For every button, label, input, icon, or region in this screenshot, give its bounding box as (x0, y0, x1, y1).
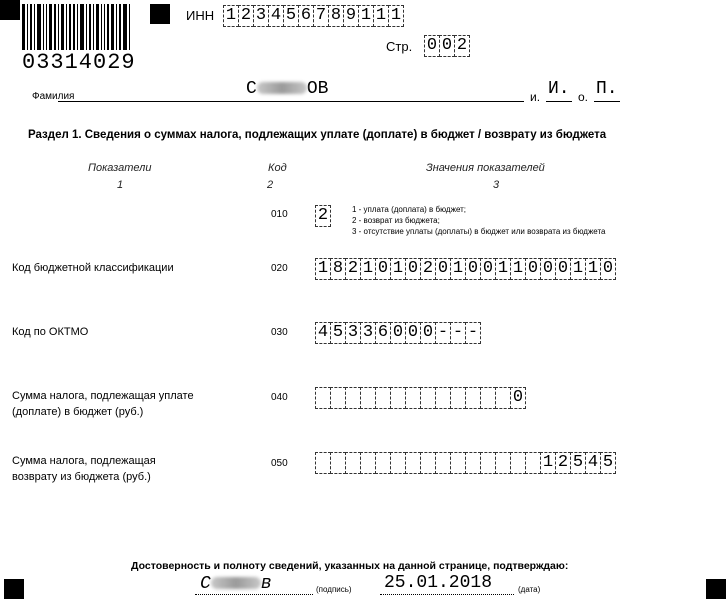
legend-item-2: 2 - возврат из бюджета; (352, 216, 440, 225)
row-010-legend (352, 204, 606, 237)
row-020-cells-cell[interactable]: 1 (360, 258, 376, 280)
row-050-cells-cell[interactable]: 2 (555, 452, 571, 474)
barcode-bar (27, 4, 28, 50)
row-050-cells-cell[interactable] (345, 452, 361, 474)
inn-cells-cell[interactable]: 3 (253, 5, 269, 27)
barcode-bar (119, 4, 121, 50)
barcode-bar (101, 4, 102, 50)
row-020-label: Код бюджетной классификации (12, 262, 174, 274)
surname-label: Фамилия (32, 91, 75, 102)
corner-marker-top-left (0, 0, 20, 20)
row-050-label-line2: возврату из бюджета (руб.) (12, 471, 151, 483)
barcode-bar (111, 4, 114, 50)
col-indicators-num: 1 (117, 179, 124, 191)
inn-label: ИНН (186, 8, 215, 23)
row-050-cells-cell[interactable] (450, 452, 466, 474)
row-030-code: 030 (271, 327, 288, 338)
row-030-cells-cell[interactable]: - (450, 322, 466, 344)
row-050-cells-cell[interactable] (525, 452, 541, 474)
row-040-cells-cell[interactable]: 0 (510, 387, 526, 409)
barcode-bar (69, 4, 71, 50)
row-030-cells-cell[interactable]: 3 (345, 322, 361, 344)
row-040-cells-cell[interactable] (465, 387, 481, 409)
row-020-cells-cell[interactable]: 1 (450, 258, 466, 280)
inn-cells-cell[interactable]: 1 (373, 5, 389, 27)
barcode-bar (77, 4, 78, 50)
barcode-bar (107, 4, 109, 50)
row-040-label-line2: (доплате) в бюджет (руб.) (12, 406, 144, 418)
row-050-cells-cell[interactable] (465, 452, 481, 474)
row-040-cells-cell[interactable] (360, 387, 376, 409)
barcode-bar (89, 4, 91, 50)
inn-cells (223, 5, 404, 27)
row-040-cells (315, 387, 526, 409)
inn-cells-cell[interactable]: 5 (283, 5, 299, 27)
surname-value (246, 79, 328, 99)
legend-item-1: 1 - уплата (доплата) в бюджет; (352, 205, 467, 214)
inn-cells-cell[interactable]: 9 (343, 5, 359, 27)
row-020-cells-cell[interactable]: 8 (330, 258, 346, 280)
signature-line (195, 594, 313, 595)
row-050-code: 050 (271, 458, 288, 469)
inn-cells-cell[interactable]: 1 (388, 5, 404, 27)
col-values-header: Значения показателей (426, 162, 545, 174)
row-040-cells-cell[interactable] (405, 387, 421, 409)
row-020-cells-cell[interactable]: 1 (390, 258, 406, 280)
row-050-cells-cell[interactable]: 5 (600, 452, 616, 474)
inn-cells-cell[interactable]: 1 (358, 5, 374, 27)
row-020-cells-cell[interactable]: 0 (465, 258, 481, 280)
row-030-label: Код по ОКТМО (12, 326, 89, 338)
row-030-cells-cell[interactable]: 0 (420, 322, 436, 344)
inn-cells-cell[interactable]: 1 (223, 5, 239, 27)
barcode-bar (54, 4, 56, 50)
row-050-cells-cell[interactable]: 1 (540, 452, 556, 474)
row-020-cells (315, 258, 616, 280)
page-number-cells (424, 35, 470, 57)
row-030-cells (315, 322, 481, 344)
row-050-cells-cell[interactable] (375, 452, 391, 474)
signature-end: в (260, 574, 272, 594)
row-040-cells-cell[interactable] (375, 387, 391, 409)
corner-marker-top-right (150, 4, 170, 24)
row-030-cells-cell[interactable]: 0 (405, 322, 421, 344)
signature-label: (подпись) (316, 585, 352, 594)
row-050-cells-cell[interactable] (405, 452, 421, 474)
row-050-cells-cell[interactable] (435, 452, 451, 474)
row-040-code: 040 (271, 392, 288, 403)
barcode-bar (37, 4, 41, 50)
row-030-cells-cell[interactable]: - (435, 322, 451, 344)
barcode-bar (22, 4, 25, 50)
row-020-cells-cell[interactable]: 1 (315, 258, 331, 280)
row-050-label (12, 453, 156, 485)
row-020-cells-cell[interactable]: 2 (420, 258, 436, 280)
barcode-bar (104, 4, 105, 50)
row-010-cells (315, 205, 331, 227)
row-040-cells-cell[interactable] (420, 387, 436, 409)
row-020-cells-cell[interactable]: 0 (435, 258, 451, 280)
barcode-bar (30, 4, 32, 50)
date-line (380, 594, 514, 595)
col-code-num: 2 (267, 179, 274, 191)
row-050-cells-cell[interactable] (390, 452, 406, 474)
signature-value (200, 574, 272, 594)
corner-marker-bottom-left (4, 579, 24, 599)
barcode-number: 03314029 (22, 50, 136, 75)
row-020-cells-cell[interactable]: 0 (600, 258, 616, 280)
signature-redaction (211, 577, 261, 589)
page-number-cells-cell[interactable]: 0 (424, 35, 440, 57)
row-020-cells-cell[interactable]: 2 (345, 258, 361, 280)
date-value: 25.01.2018 (384, 573, 493, 593)
page-number-cells-cell[interactable]: 2 (454, 35, 470, 57)
row-040-label-line1: Сумма налога, подлежащая уплате (12, 390, 194, 402)
barcode-bar (96, 4, 99, 50)
row-050-label-line1: Сумма налога, подлежащая (12, 455, 156, 467)
barcode-bar (58, 4, 59, 50)
barcode-bar (46, 4, 47, 50)
barcode-bar (116, 4, 117, 50)
surname-end: ОВ (306, 79, 329, 99)
row-040-label (12, 388, 194, 420)
row-020-cells-cell[interactable]: 1 (570, 258, 586, 280)
confirm-text: Достоверность и полноту сведений, указанных на данной странице, подтверждаю: (131, 560, 569, 572)
initial-o-label: о. (578, 90, 589, 104)
row-040-cells-cell[interactable] (495, 387, 511, 409)
row-020-cells-cell[interactable]: 0 (375, 258, 391, 280)
barcode-bar (43, 4, 44, 50)
page-number-cells-cell[interactable]: 0 (439, 35, 455, 57)
row-020-cells-cell[interactable]: 0 (555, 258, 571, 280)
inn-cells-cell[interactable]: 6 (298, 5, 314, 27)
row-040-cells-cell[interactable] (480, 387, 496, 409)
row-040-cells-cell[interactable] (315, 387, 331, 409)
row-050-cells-cell[interactable] (420, 452, 436, 474)
row-030-cells-cell[interactable]: 0 (390, 322, 406, 344)
row-040-cells-cell[interactable] (345, 387, 361, 409)
row-030-cells-cell[interactable]: 4 (315, 322, 331, 344)
date-label: (дата) (518, 585, 541, 594)
inn-cells-cell[interactable]: 7 (313, 5, 329, 27)
signature-start: С (200, 574, 211, 594)
row-020-cells-cell[interactable]: 0 (405, 258, 421, 280)
legend-item-3: 3 - отсутствие уплаты (доплаты) в бюджет или возврата из бюджета (352, 227, 606, 236)
row-050-cells-cell[interactable]: 5 (570, 452, 586, 474)
surname-redaction (257, 82, 307, 94)
barcode-bar (73, 4, 75, 50)
barcode-bar (86, 4, 87, 50)
row-010-cells-cell[interactable]: 2 (315, 205, 331, 227)
row-020-cells-cell[interactable]: 1 (585, 258, 601, 280)
corner-marker-bottom-right (706, 579, 726, 599)
row-040-cells-cell[interactable] (450, 387, 466, 409)
row-050-cells (315, 452, 616, 474)
barcode-bar (66, 4, 67, 50)
row-050-cells-cell[interactable] (480, 452, 496, 474)
row-050-cells-cell[interactable] (495, 452, 511, 474)
row-050-cells-cell[interactable] (360, 452, 376, 474)
row-030-cells-cell[interactable]: 5 (330, 322, 346, 344)
barcode-bar (49, 4, 52, 50)
inn-cells-cell[interactable]: 4 (268, 5, 284, 27)
barcode-bar (93, 4, 94, 50)
col-values-num: 3 (493, 179, 500, 191)
row-030-cells-cell[interactable]: 6 (375, 322, 391, 344)
initial-i-line (546, 101, 572, 102)
row-010-code: 010 (271, 209, 288, 220)
col-code-header: Код (268, 162, 287, 174)
row-020-code: 020 (271, 263, 288, 274)
row-040-cells-cell[interactable] (330, 387, 346, 409)
row-050-cells-cell[interactable]: 4 (585, 452, 601, 474)
barcode-bar (61, 4, 64, 50)
initial-i-value: И. (548, 79, 570, 99)
barcode-bar (123, 4, 127, 50)
row-050-cells-cell[interactable] (315, 452, 331, 474)
row-050-cells-cell[interactable] (510, 452, 526, 474)
barcode-bar (80, 4, 84, 50)
page-label: Стр. (386, 39, 413, 54)
surname-start: С (246, 79, 257, 99)
row-040-cells-cell[interactable] (390, 387, 406, 409)
initial-o-value: П. (596, 79, 618, 99)
surname-line (58, 101, 524, 102)
barcode-bar (34, 4, 35, 50)
row-020-cells-cell[interactable]: 0 (480, 258, 496, 280)
row-050-cells-cell[interactable] (330, 452, 346, 474)
row-040-cells-cell[interactable] (435, 387, 451, 409)
row-020-cells-cell[interactable]: 0 (525, 258, 541, 280)
initial-o-line (594, 101, 620, 102)
barcode-bar (129, 4, 130, 50)
row-030-cells-cell[interactable]: 3 (360, 322, 376, 344)
row-020-cells-cell[interactable]: 1 (510, 258, 526, 280)
initial-i-label: и. (530, 90, 541, 104)
barcode (22, 4, 140, 50)
section-title: Раздел 1. Сведения о суммах налога, подлежащих уплате (доплате) в бюджет / возврату из бюджета (28, 129, 607, 141)
inn-cells-cell[interactable]: 8 (328, 5, 344, 27)
row-020-cells-cell[interactable]: 0 (540, 258, 556, 280)
row-020-cells-cell[interactable]: 1 (495, 258, 511, 280)
inn-cells-cell[interactable]: 2 (238, 5, 254, 27)
col-indicators-header: Показатели (88, 162, 152, 174)
row-030-cells-cell[interactable]: - (465, 322, 481, 344)
